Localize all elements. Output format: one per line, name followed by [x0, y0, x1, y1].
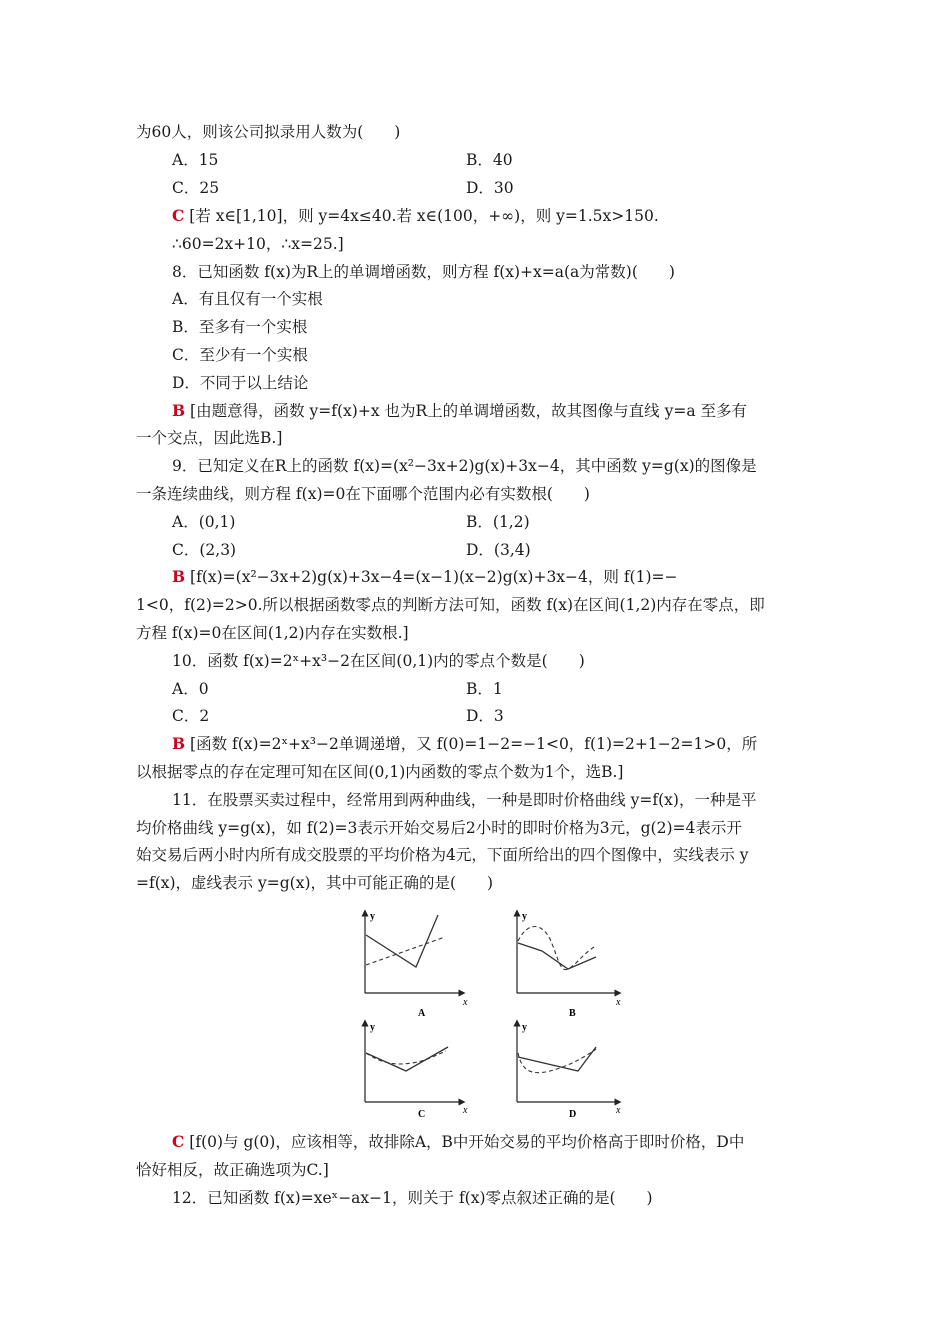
graph-d — [517, 1022, 621, 1120]
q11-stem-2: 均价格曲线 y=g(x)，如 f(2)=3表示开始交易后2小时的即时价格为3元，g(2)=4表示开 — [136, 819, 742, 837]
graph-a-y-label: y — [370, 911, 375, 922]
q11-figure — [350, 905, 635, 1120]
q9-option-a: A．(0,1) — [172, 513, 236, 531]
q7-option-c: C．25 — [172, 179, 220, 197]
graph-b-y-label: y — [522, 911, 527, 922]
graph-c-label: C — [418, 1109, 426, 1120]
q9-explanation-1 — [172, 566, 678, 588]
q11-explanation-text-1: [f(0)与 g(0)，应该相等，故排除A，B中开始交易的平均价格高于即时价格，D中 — [189, 1133, 745, 1151]
q9-explanation-text-1: [f(x)=(x²−3x+2)g(x)+3x−4=(x−1)(x−2)g(x)+3x−4，则 f(1)=− — [190, 568, 678, 586]
q11-explanation-2: 恰好相反，故正确选项为C.] — [136, 1161, 329, 1179]
q12-stem: 12．已知函数 f(x)=xeˣ−ax−1，则关于 f(x)零点叙述正确的是( ) — [172, 1189, 653, 1207]
q9-answer: B — [172, 567, 186, 586]
q9-explanation-3: 方程 f(x)=0在区间(1,2)内存在实数根.] — [136, 624, 409, 642]
q8-explanation-text-1: [由题意得，函数 y=f(x)+x 也为R上的单调增函数，故其图像与直线 y=a 至多有 — [190, 402, 748, 420]
q10-option-a: A．0 — [172, 680, 209, 698]
q11-stem-4: =f(x)，虚线表示 y=g(x)，其中可能正确的是( ) — [136, 874, 494, 892]
q10-option-b: B．1 — [466, 680, 503, 698]
q7-explanation-1 — [172, 205, 659, 227]
q9-stem-1: 9．已知定义在R上的函数 f(x)=(x²−3x+2)g(x)+3x−4，其中函数 y=g(x)的图像是 — [172, 457, 757, 475]
q9-option-c: C．(2,3) — [172, 541, 237, 559]
q7-option-a: A．15 — [172, 151, 219, 169]
graph-c — [365, 1022, 468, 1120]
graph-d-solid-curve — [518, 1047, 596, 1071]
q9-option-d: D．(3,4) — [466, 541, 531, 559]
graph-d-x-label: x — [616, 1105, 621, 1116]
q10-explanation-1 — [172, 733, 757, 755]
graph-b-solid-curve — [518, 943, 596, 969]
q8-option-c: C．至少有一个实根 — [172, 346, 308, 364]
q10-explanation-text-1: [函数 f(x)=2ˣ+x³−2单调递增，又 f(0)=1−2=−1<0，f(1)=2+1−2=1>0，所 — [190, 735, 758, 753]
graph-a-x-label: x — [463, 997, 468, 1008]
graph-c-x-label: x — [463, 1105, 468, 1116]
q10-option-c: C．2 — [172, 707, 210, 725]
graph-a-label: A — [418, 1008, 426, 1019]
q11-answer: C — [172, 1132, 185, 1151]
q11-explanation-1 — [172, 1131, 744, 1153]
graph-a-solid-curve — [366, 915, 438, 967]
graph-a — [365, 911, 468, 1019]
q7-explanation-2: ∴60=2x+10，∴x=25.] — [172, 235, 344, 253]
graph-c-solid-curve — [366, 1047, 448, 1071]
graph-d-y-label: y — [522, 1022, 527, 1033]
q8-stem: 8．已知函数 f(x)为R上的单调增函数，则方程 f(x)+x=a(a为常数)( ) — [172, 263, 675, 281]
graph-b — [517, 911, 621, 1019]
q9-option-b: B．(1,2) — [466, 513, 530, 531]
graph-b-label: B — [569, 1008, 576, 1019]
q9-stem-2: 一条连续曲线，则方程 f(x)=0在下面哪个范围内必有实数根( ) — [136, 485, 590, 503]
q10-stem: 10．函数 f(x)=2ˣ+x³−2在区间(0,1)内的零点个数是( ) — [172, 652, 585, 670]
q7-option-d: D．30 — [466, 179, 514, 197]
q7-explanation-text-1: [若 x∈[1,10]，则 y=4x≤40.若 x∈(100，+∞)，则 y=1.5x>150. — [189, 207, 659, 225]
graph-d-label: D — [569, 1109, 577, 1120]
q8-explanation-2: 一个交点，因此选B.] — [136, 429, 283, 447]
q8-answer: B — [172, 401, 186, 420]
q7-stem-tail: 为60人，则该公司拟录用人数为( ) — [136, 123, 401, 141]
graph-c-dashed-curve — [366, 1051, 446, 1064]
q7-answer: C — [172, 206, 185, 225]
q11-stem-1: 11．在股票买卖过程中，经常用到两种曲线，一种是即时价格曲线 y=f(x)，一种是平 — [172, 791, 757, 809]
graph-b-x-label: x — [616, 997, 621, 1008]
q9-explanation-2: 1<0，f(2)=2>0.所以根据函数零点的判断方法可知，函数 f(x)在区间(1,2)内存在零点，即 — [136, 596, 765, 614]
q8-explanation-1 — [172, 400, 747, 422]
q8-option-b: B．至多有一个实根 — [172, 318, 308, 336]
q7-option-b: B．40 — [466, 151, 513, 169]
q10-option-d: D．3 — [466, 707, 504, 725]
q11-stem-3: 始交易后两小时内所有成交股票的平均价格为4元，下面所给出的四个图像中，实线表示 y — [136, 846, 749, 864]
graph-c-y-label: y — [370, 1022, 375, 1033]
q8-option-a: A．有且仅有一个实根 — [172, 290, 323, 308]
q10-answer: B — [172, 734, 186, 753]
q10-explanation-2: 以根据零点的存在定理可知在区间(0,1)内函数的零点个数为1个，选B.] — [136, 763, 624, 781]
q8-option-d: D．不同于以上结论 — [172, 374, 309, 392]
graph-d-dashed-curve — [518, 1049, 596, 1073]
